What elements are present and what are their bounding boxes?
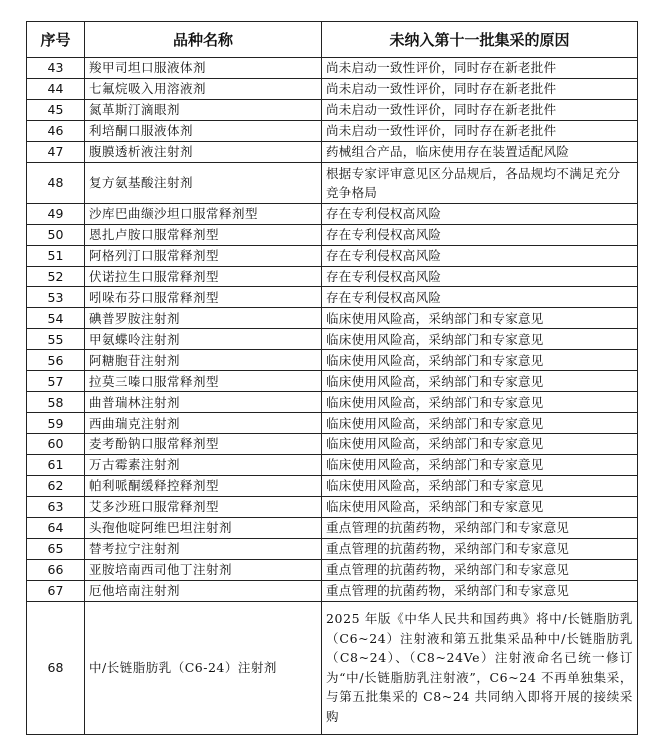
drug-exclusion-table (26, 21, 638, 735)
row-exclusion-reason: 临床使用风险高，采纳部门和专家意见 (322, 350, 638, 371)
row-exclusion-reason: 存在专利侵权高风险 (322, 266, 638, 287)
row-serial-number: 44 (27, 78, 85, 99)
row-drug-name: 伏诺拉生口服常释剂型 (85, 266, 322, 287)
table-row (27, 392, 638, 413)
row-serial-number: 48 (27, 162, 85, 203)
row-drug-name: 拉莫三嗪口服常释剂型 (85, 371, 322, 392)
table-row (27, 350, 638, 371)
row-exclusion-reason: 临床使用风险高，采纳部门和专家意见 (322, 413, 638, 434)
table-row (27, 308, 638, 329)
row-serial-number: 64 (27, 517, 85, 538)
table-row (27, 496, 638, 517)
row-serial-number: 45 (27, 99, 85, 120)
header-exclusion-reason: 未纳入第十一批集采的原因 (322, 22, 638, 58)
row-exclusion-reason: 临床使用风险高，采纳部门和专家意见 (322, 371, 638, 392)
table-row (27, 413, 638, 434)
row-drug-name: 利培酮口服液体剂 (85, 120, 322, 141)
row-drug-name: 亚胺培南西司他丁注射剂 (85, 559, 322, 580)
row-serial-number: 53 (27, 287, 85, 308)
document-page (26, 21, 637, 735)
row-serial-number: 49 (27, 203, 85, 224)
row-exclusion-reason: 根据专家评审意见区分品规后，各品规均不满足充分竞争格局 (322, 162, 638, 203)
row-serial-number: 57 (27, 371, 85, 392)
table-body (27, 58, 638, 735)
row-drug-name: 七氟烷吸入用溶液剂 (85, 78, 322, 99)
row-exclusion-reason: 临床使用风险高，采纳部门和专家意见 (322, 434, 638, 455)
row-drug-name: 腹膜透析液注射剂 (85, 141, 322, 162)
row-serial-number: 58 (27, 392, 85, 413)
row-serial-number: 62 (27, 475, 85, 496)
row-exclusion-reason: 存在专利侵权高风险 (322, 287, 638, 308)
row-exclusion-reason: 存在专利侵权高风险 (322, 203, 638, 224)
table-row (27, 475, 638, 496)
table-row (27, 203, 638, 224)
row-drug-name: 头孢他啶阿维巴坦注射剂 (85, 517, 322, 538)
row-serial-number: 59 (27, 413, 85, 434)
row-exclusion-reason: 临床使用风险高，采纳部门和专家意见 (322, 475, 638, 496)
row-drug-name: 万古霉素注射剂 (85, 454, 322, 475)
row-exclusion-reason: 尚未启动一致性评价，同时存在新老批件 (322, 99, 638, 120)
row-drug-name: 阿格列汀口服常释剂型 (85, 245, 322, 266)
row-exclusion-reason: 重点管理的抗菌药物，采纳部门和专家意见 (322, 538, 638, 559)
row-serial-number: 56 (27, 350, 85, 371)
row-serial-number: 54 (27, 308, 85, 329)
row-drug-name: 复方氨基酸注射剂 (85, 162, 322, 203)
table-row (27, 601, 638, 734)
row-exclusion-reason: 重点管理的抗菌药物，采纳部门和专家意见 (322, 559, 638, 580)
table-row (27, 141, 638, 162)
table-row (27, 517, 638, 538)
row-serial-number: 50 (27, 224, 85, 245)
row-exclusion-reason: 临床使用风险高，采纳部门和专家意见 (322, 454, 638, 475)
row-serial-number: 52 (27, 266, 85, 287)
table-row (27, 329, 638, 350)
row-exclusion-reason: 尚未启动一致性评价，同时存在新老批件 (322, 58, 638, 79)
row-serial-number: 43 (27, 58, 85, 79)
table-row (27, 266, 638, 287)
row-exclusion-reason: 尚未启动一致性评价，同时存在新老批件 (322, 78, 638, 99)
table-row (27, 245, 638, 266)
row-exclusion-reason: 临床使用风险高，采纳部门和专家意见 (322, 392, 638, 413)
table-row (27, 454, 638, 475)
header-drug-name: 品种名称 (85, 22, 322, 58)
row-drug-name: 吲哚布芬口服常释剂型 (85, 287, 322, 308)
row-drug-name: 碘普罗胺注射剂 (85, 308, 322, 329)
table-row (27, 371, 638, 392)
row-serial-number: 63 (27, 496, 85, 517)
row-exclusion-reason: 临床使用风险高，采纳部门和专家意见 (322, 308, 638, 329)
row-exclusion-reason: 临床使用风险高，采纳部门和专家意见 (322, 329, 638, 350)
table-row (27, 78, 638, 99)
table-row (27, 99, 638, 120)
row-exclusion-reason: 药械组合产品，临床使用存在装置适配风险 (322, 141, 638, 162)
row-serial-number: 65 (27, 538, 85, 559)
row-exclusion-reason: 重点管理的抗菌药物，采纳部门和专家意见 (322, 517, 638, 538)
table-row (27, 287, 638, 308)
row-serial-number: 55 (27, 329, 85, 350)
row-serial-number: 68 (27, 601, 85, 734)
row-serial-number: 66 (27, 559, 85, 580)
row-serial-number: 67 (27, 580, 85, 601)
table-header-row (27, 22, 638, 58)
row-drug-name: 沙库巴曲缬沙坦口服常释剂型 (85, 203, 322, 224)
table-row (27, 434, 638, 455)
row-serial-number: 51 (27, 245, 85, 266)
table-row (27, 120, 638, 141)
row-drug-name: 阿糖胞苷注射剂 (85, 350, 322, 371)
table-row (27, 538, 638, 559)
row-exclusion-reason: 2025 年版《中华人民共和国药典》将中/长链脂肪乳（C6~24）注射液和第五批集采品种中/长链脂肪乳（C8~24）、（C8~24Ve）注射液命名已统一修订为“中/长链脂肪乳注射液”，C6~24 不再单独集采，与第五批集采的 C8~24 共同纳入即将开展的接续采购 (322, 601, 638, 734)
row-drug-name: 羧甲司坦口服液体剂 (85, 58, 322, 79)
row-drug-name: 曲普瑞林注射剂 (85, 392, 322, 413)
row-serial-number: 46 (27, 120, 85, 141)
row-exclusion-reason: 存在专利侵权高风险 (322, 245, 638, 266)
table-row (27, 224, 638, 245)
row-serial-number: 61 (27, 454, 85, 475)
table-row (27, 162, 638, 203)
row-exclusion-reason: 重点管理的抗菌药物，采纳部门和专家意见 (322, 580, 638, 601)
row-drug-name: 甲氨蝶呤注射剂 (85, 329, 322, 350)
header-serial-number: 序号 (27, 22, 85, 58)
row-exclusion-reason: 尚未启动一致性评价，同时存在新老批件 (322, 120, 638, 141)
row-drug-name: 艾多沙班口服常释剂型 (85, 496, 322, 517)
table-row (27, 580, 638, 601)
row-drug-name: 西曲瑞克注射剂 (85, 413, 322, 434)
row-drug-name: 帕利哌酮缓释控释剂型 (85, 475, 322, 496)
row-drug-name: 厄他培南注射剂 (85, 580, 322, 601)
row-drug-name: 替考拉宁注射剂 (85, 538, 322, 559)
row-drug-name: 恩扎卢胺口服常释剂型 (85, 224, 322, 245)
row-exclusion-reason: 临床使用风险高，采纳部门和专家意见 (322, 496, 638, 517)
table-row (27, 58, 638, 79)
row-exclusion-reason: 存在专利侵权高风险 (322, 224, 638, 245)
row-drug-name: 麦考酚钠口服常释剂型 (85, 434, 322, 455)
row-serial-number: 60 (27, 434, 85, 455)
row-drug-name: 氮革斯汀滴眼剂 (85, 99, 322, 120)
table-row (27, 559, 638, 580)
row-serial-number: 47 (27, 141, 85, 162)
row-drug-name: 中/长链脂肪乳（C6-24）注射剂 (85, 601, 322, 734)
